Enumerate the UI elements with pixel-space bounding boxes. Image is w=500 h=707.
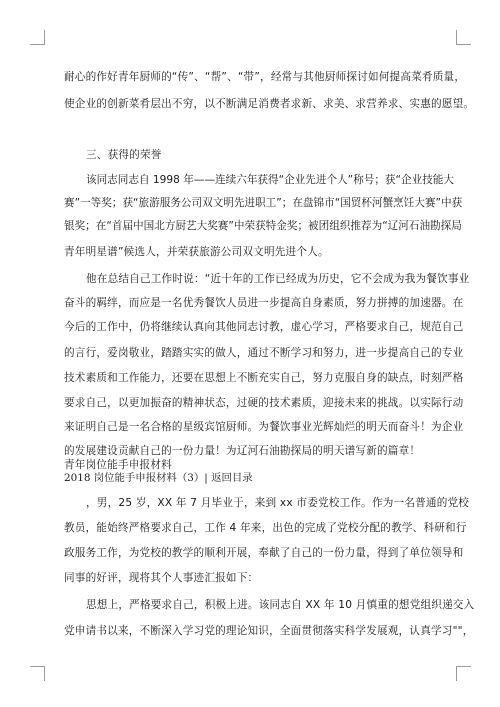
paragraph-line: 来证明自己是一名合格的星级宾馆厨师。为餐饮事业光辉灿烂的明天而奋斗！为企业	[64, 421, 464, 433]
corner-crop-mark	[456, 30, 471, 45]
paragraph-line: 使企业的创新菜肴层出不穷，以不断满足消费者求新、求美、求营养求、实惠的愿望。	[64, 98, 475, 110]
document-title: 青年岗位能手申报材料	[64, 459, 172, 471]
paragraph-line: 奋斗的羁绊，而应是一名优秀餐饮人员进一步提高自身素质，努力拼搏的加速器。在	[64, 297, 464, 309]
paragraph-line: 思想上，严格要求自己，积极上进。该同志自 XX 年 10 月慎重的想党组织递交入	[86, 599, 475, 611]
paragraph-line: ，男，25 岁，XX 年 7 月毕业于，来到 xx 市委党校工作。作为一名普通的党校	[86, 497, 470, 509]
corner-crop-mark	[30, 30, 45, 45]
paragraph-line: 同事的好评，现将其个人事迹汇报如下：	[64, 572, 259, 584]
paragraph-line: 的发展建设贡献自己的一份力量！为辽河石油勘探局的明天谱写新的篇章！	[64, 445, 421, 457]
paragraph-line: 赛”一等奖；获“旅游服务公司双文明先进职工”；在盘锦市“国贸杯河蟹烹饪大赛”中获	[64, 197, 463, 209]
paragraph-line: 的言行，爱岗敬业，踏踏实实的做人，通过不断学习和努力，进一步提高自己的专业	[64, 347, 464, 359]
paragraph-line: 他在总结自己工作时说：“近十年的工作已经成为历史，它不会成为我为餐饮事业	[86, 273, 470, 285]
section-nav-link[interactable]: 2018 岗位能手申报材料（3）| 返回目录	[64, 472, 253, 484]
paragraph-line: 今后的工作中，仍将继续认真向其他同志讨教，虚心学习，严格要求自己，规范自己	[64, 321, 464, 333]
paragraph-line: 要求自己，以更加振奋的精神状态，过硬的技术素质，迎接未来的挑战。以实际行动	[64, 397, 464, 409]
paragraph-line: 青年明星谱”候选人，并荣获旅游公司双文明先进个人。	[64, 246, 329, 258]
paragraph-line: 教员，能始终严格要求自己，工作 4 年来，出色的完成了党校分配的教学、科研和行	[64, 522, 467, 534]
paragraph-line: 技术素质和工作能力，还要在思想上不断充实自己，努力克服自身的缺点，时刻严格	[64, 372, 464, 384]
paragraph-line: 党申请书以来，不断深入学习党的理论知识，全面贯彻落实科学发展观，认真学习""，	[64, 625, 474, 637]
corner-crop-mark	[30, 666, 45, 681]
paragraph-line: 银奖；在“首届中国北方厨艺大奖赛”中荣获特金奖；被团组织推荐为“辽河石油勘探局	[64, 220, 462, 232]
paragraph-line: 政服务工作，为党校的教学的顺利开展，奉献了自己的一份力量，得到了单位领导和	[64, 547, 464, 559]
paragraph-line: 耐心的作好青年厨师的“传”、“帮”、“带”，经常与其他厨师探讨如何提高菜肴质量，	[64, 71, 466, 83]
paragraph-line: 该同志同志自 1998 年——连续六年获得“企业先进个人”称号；获“企业技能大	[86, 174, 454, 186]
corner-crop-mark	[456, 666, 471, 681]
section-heading: 三、获得的荣誉	[86, 149, 162, 161]
